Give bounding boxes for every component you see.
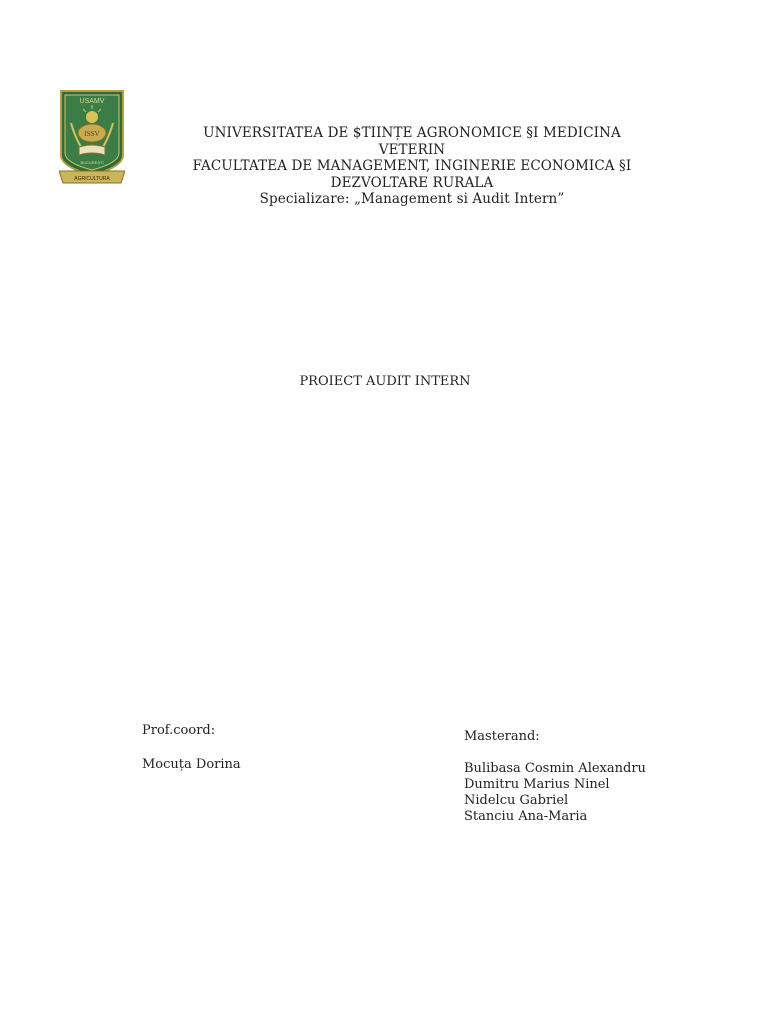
logo-text-bottom: BUCUREŞTI <box>80 160 104 165</box>
students-label: Masterand: <box>464 729 540 744</box>
students-block <box>464 729 646 825</box>
faculty-name-line-1: FACULTATEA DE MANAGEMENT, INGINERIE ECONOMICA §I <box>192 158 632 174</box>
faculty-name-line-2: DEZVOLTARE RURALA <box>330 174 494 191</box>
student-name: Bulibasa Cosmin Alexandru <box>464 761 646 776</box>
student-name: Nidelcu Gabriel <box>464 793 569 808</box>
coordinator-label: Prof.coord: <box>142 723 216 738</box>
coordinator-name: Mocuța Dorina <box>142 757 241 772</box>
specialization: Specializare: „Management si Audit Intern” <box>259 191 565 207</box>
university-name-line-1: UNIVERSITATEA DE $TIINȚE AGRONOMICE §I MEDICINA <box>203 125 621 141</box>
university-name-line-2: VETERIN <box>378 141 446 158</box>
student-name: Stanciu Ana-Maria <box>464 809 588 824</box>
university-logo <box>59 89 125 185</box>
logo-ribbon-text: AGRICULTURA <box>74 176 110 182</box>
logo-text-center: ISSV <box>84 130 100 138</box>
university-crest-icon <box>59 89 125 185</box>
logo-text-top: USAMV <box>79 98 105 105</box>
document-title: PROIECT AUDIT INTERN <box>299 374 471 389</box>
document-header <box>182 125 642 208</box>
coordinator-block <box>142 723 241 773</box>
student-name: Dumitru Marius Ninel <box>464 777 610 792</box>
